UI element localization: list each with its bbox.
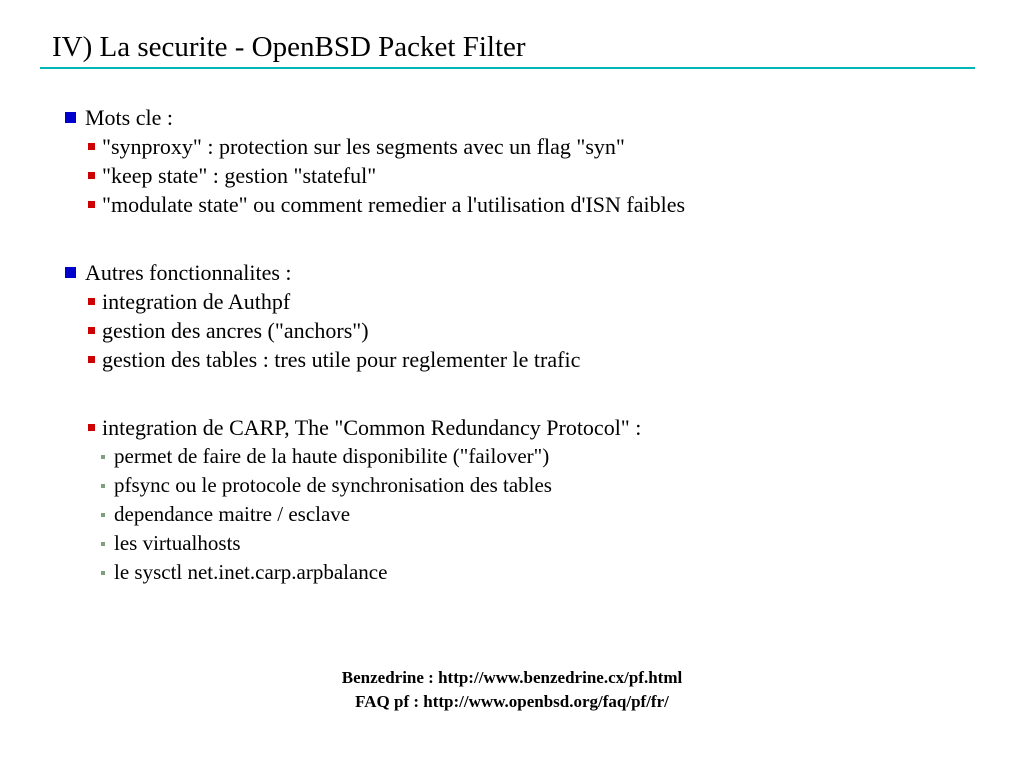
list-item-text: "keep state" : gestion "stateful" xyxy=(102,163,377,188)
red-square-bullet-icon xyxy=(88,356,95,363)
list-subitem xyxy=(0,471,1024,500)
blue-square-bullet-icon xyxy=(65,267,76,278)
title-underline xyxy=(40,67,975,69)
slide-title: IV) La securite - OpenBSD Packet Filter xyxy=(52,31,526,63)
list-item-text: Autres fonctionnalites : xyxy=(85,260,292,285)
red-square-bullet-icon xyxy=(88,172,95,179)
list-item-heading xyxy=(0,103,1024,132)
list-item-text: integration de Authpf xyxy=(102,289,291,314)
slide-body xyxy=(0,103,1024,587)
red-square-bullet-icon xyxy=(88,143,95,150)
red-square-bullet-icon xyxy=(88,298,95,305)
list-item-text: "synproxy" : protection sur les segments avec un flag "syn" xyxy=(102,134,625,159)
list-item xyxy=(0,345,1024,374)
blue-square-bullet-icon xyxy=(65,112,76,123)
list-item xyxy=(0,413,1024,442)
red-square-bullet-icon xyxy=(88,201,95,208)
list-item xyxy=(0,316,1024,345)
list-item-text: pfsync ou le protocole de synchronisation des tables xyxy=(114,473,552,497)
list-item-text: integration de CARP, The "Common Redundancy Protocol" : xyxy=(102,415,642,440)
green-dot-bullet-icon xyxy=(101,513,105,517)
red-square-bullet-icon xyxy=(88,327,95,334)
list-item-text: dependance maitre / esclave xyxy=(114,502,351,526)
footer-line-faq-pf: FAQ pf : http://www.openbsd.org/faq/pf/fr/ xyxy=(355,692,669,711)
list-item xyxy=(0,161,1024,190)
list-item-text: les virtualhosts xyxy=(114,531,241,555)
list-item-text: "modulate state" ou comment remedier a l'utilisation d'ISN faibles xyxy=(102,192,686,217)
list-subitem xyxy=(0,558,1024,587)
green-dot-bullet-icon xyxy=(101,542,105,546)
red-square-bullet-icon xyxy=(88,424,95,431)
list-item xyxy=(0,190,1024,219)
list-item-text: le sysctl net.inet.carp.arpbalance xyxy=(114,560,388,584)
footer-line-benzedrine: Benzedrine : http://www.benzedrine.cx/pf.html xyxy=(341,668,683,687)
list-item-text: gestion des tables : tres utile pour reglementer le trafic xyxy=(102,347,581,372)
list-item-heading xyxy=(0,258,1024,287)
list-item xyxy=(0,287,1024,316)
list-subitem xyxy=(0,529,1024,558)
green-dot-bullet-icon xyxy=(101,484,105,488)
footer xyxy=(0,666,1024,714)
list-item-text: permet de faire de la haute disponibilite ("failover") xyxy=(114,444,550,468)
list-item xyxy=(0,132,1024,161)
green-dot-bullet-icon xyxy=(101,571,105,575)
list-subitem xyxy=(0,500,1024,529)
list-subitem xyxy=(0,442,1024,471)
list-item-text: gestion des ancres ("anchors") xyxy=(102,318,369,343)
list-item-text: Mots cle : xyxy=(85,105,173,130)
green-dot-bullet-icon xyxy=(101,455,105,459)
